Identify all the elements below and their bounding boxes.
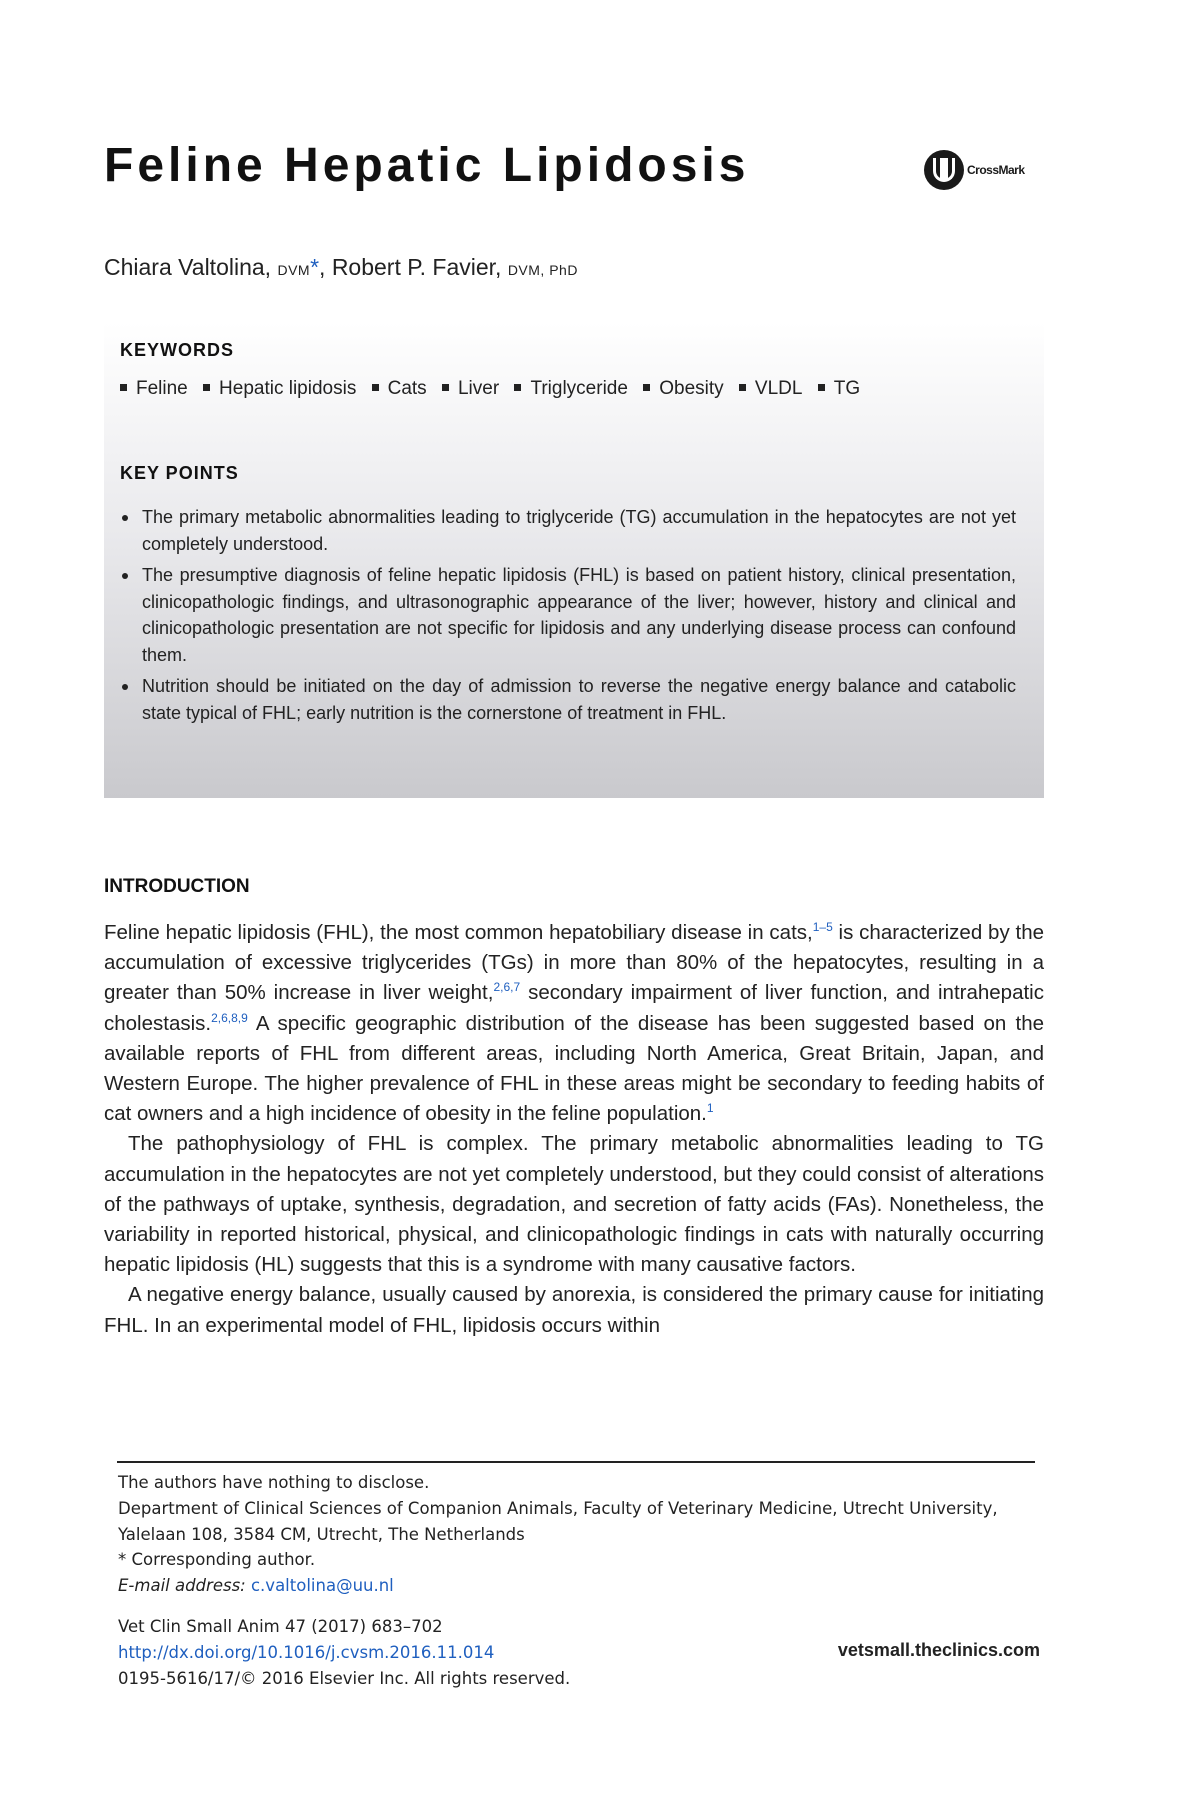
email-link[interactable]: c.valtolina@uu.nl — [250, 1576, 394, 1596]
author-degrees: DVM — [277, 262, 311, 278]
author-name: Robert P. Favier, — [331, 254, 502, 280]
article-title: Feline Hepatic Lipidosis — [104, 139, 750, 192]
email-line — [118, 1573, 1038, 1599]
key-points-list — [120, 504, 1016, 731]
journal-citation: Vet Clin Small Anim 47 (2017) 683–702 — [118, 1617, 443, 1636]
body-paragraph: A negative energy balance, usually caused by anorexia, is considered the primary cause for initiating FHL. In an experimental model of FHL, lipidosis occurs within — [104, 1283, 1044, 1337]
body-paragraph: The pathophysiology of FHL is complex. The primary metabolic abnormalities leading to TG accumulation in the hepatocytes are not yet completely understood, but they could consist of alterations of the pathways of uptake, synthesis, degradation, and secretion of fatty acids (FAs). Nonetheless, the variability in reported historical, physical, and clinicopathologic findings in cats with naturally occurring hepatic lipidosis (HL) suggests that this is a syndrome with many causative factors. — [104, 1132, 1044, 1277]
paragraph-text: is characterized by the accumulation of excessive triglycerides (TGs) in more than 80% of the hepatocytes, resulting in a greater than 50% increase in liver weight, — [104, 921, 1045, 1005]
email-label: E-mail address: — [118, 1576, 246, 1596]
journal-website[interactable]: vetsmall.theclinics.com — [837, 1640, 1040, 1660]
key-point: Nutrition should be initiated on the day of admission to reverse the negative energy balance and catabolic state typical of FHL; early nutrition is the cornerstone of treatment in FHL. — [120, 673, 1016, 726]
disclosure-note: The authors have nothing to disclose. — [118, 1473, 430, 1492]
square-bullet-icon — [739, 384, 746, 391]
reference-link[interactable]: 2,6,8,9 — [211, 1010, 248, 1025]
doi-link[interactable]: http://dx.doi.org/10.1016/j.cvsm.2016.11.014 — [118, 1642, 495, 1662]
square-bullet-icon — [442, 384, 449, 391]
square-bullet-icon — [514, 384, 521, 391]
keyword: Obesity — [659, 378, 724, 399]
affiliation-note: Department of Clinical Sciences of Companion Animals, Faculty of Veterinary Medicine, Utrecht University, Yalelaan 108, 3584 CM, Utrecht, The Netherlands — [118, 1498, 998, 1544]
footnote-divider — [117, 1461, 1035, 1463]
corresponding-author-mark[interactable]: * — [310, 254, 320, 280]
paragraph-text: Feline hepatic lipidosis (FHL), the most common hepatobiliary disease in cats, — [104, 921, 813, 944]
keyword: Cats — [387, 378, 427, 399]
keyword: TG — [833, 378, 861, 399]
crossmark-icon — [924, 150, 964, 190]
key-point: The primary metabolic abnormalities leading to triglyceride (TG) accumulation in the hepatocytes are not yet completely understood. — [120, 504, 1016, 557]
reference-link[interactable]: 1–5 — [812, 920, 833, 935]
crossmark-label: CrossMark — [967, 163, 1025, 177]
crossmark-badge[interactable] — [924, 150, 1025, 190]
square-bullet-icon — [120, 384, 127, 391]
keywords-box — [104, 322, 1044, 798]
square-bullet-icon — [818, 384, 825, 391]
key-points-heading: KEY POINTS — [120, 463, 239, 483]
author-name: Chiara Valtolina, — [104, 254, 272, 280]
footnotes — [118, 1470, 1038, 1599]
reference-link[interactable]: 1 — [706, 1101, 714, 1116]
keyword: Hepatic lipidosis — [219, 378, 357, 399]
keyword: VLDL — [754, 378, 803, 399]
keyword: Feline — [136, 378, 188, 399]
body-paragraph — [104, 918, 1044, 1129]
paragraph-text: secondary impairment of liver function, and intrahepatic cholestasis. — [104, 981, 1044, 1035]
keyword: Triglyceride — [530, 378, 628, 399]
reference-link[interactable]: 2,6,7 — [493, 980, 521, 995]
copyright-note: 0195-5616/17/© 2016 Elsevier Inc. All rights reserved. — [118, 1668, 571, 1688]
keywords-heading: KEYWORDS — [120, 340, 235, 360]
square-bullet-icon — [203, 384, 210, 391]
introduction-heading: INTRODUCTION — [104, 876, 250, 897]
paragraph-text: A specific geographic distribution of the disease has been suggested based on the available reports of FHL from different areas, including North America, Great Britain, Japan, and Western Europe. The higher prevalence of FHL in these areas might be secondary to feeding habits of cat owners and a high incidence of obesity in the feline population. — [104, 1011, 1044, 1126]
key-point: The presumptive diagnosis of feline hepatic lipidosis (FHL) is based on patient history, clinical presentation, clinicopathologic findings, and ultrasonographic appearance of the liver; however, history and clinical and clinicopathologic presentation are not specific for lipidosis and any underlying disease process can confound them. — [120, 562, 1016, 668]
keyword: Liver — [457, 378, 500, 399]
author-line: Chiara Valtolina, DVM*, Robert P. Favier, DVM, PhD — [104, 254, 578, 280]
keyword-list — [120, 378, 870, 400]
square-bullet-icon — [643, 384, 650, 391]
corresponding-author-note: * Corresponding author. — [118, 1550, 316, 1570]
square-bullet-icon — [372, 384, 379, 391]
author-degrees: DVM, PhD — [507, 262, 578, 278]
introduction-body — [104, 918, 1044, 1341]
